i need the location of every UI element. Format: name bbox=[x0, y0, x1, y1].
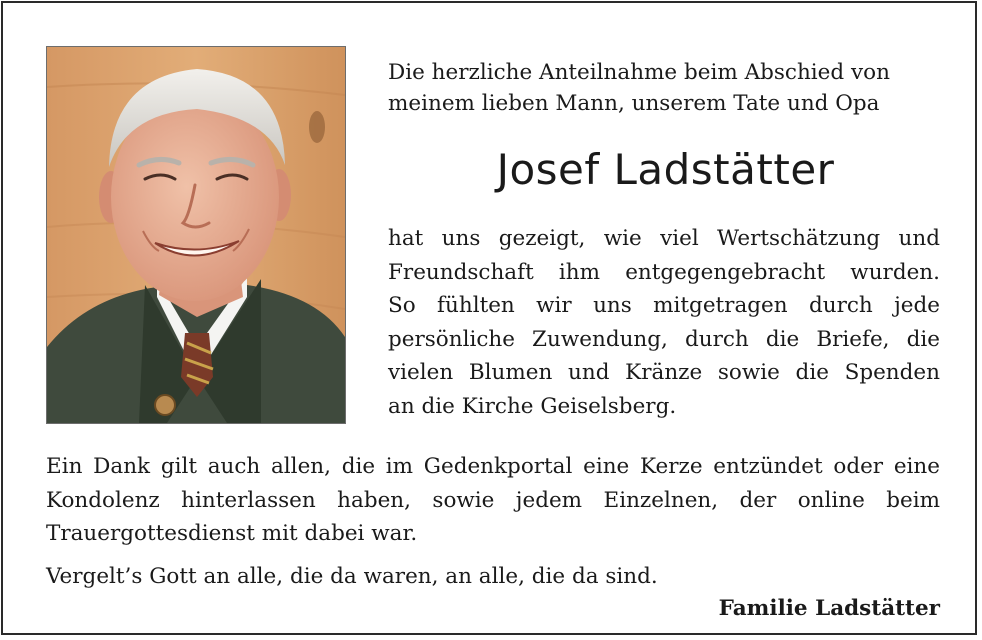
portrait-photo bbox=[46, 46, 346, 424]
intro-text bbox=[388, 57, 943, 119]
portrait-illustration bbox=[47, 47, 345, 423]
body-line: persönliche Zuwendung, durch die Briefe, die bbox=[388, 326, 940, 352]
thanks-line: Ein Dank gilt auch allen, die im Gedenkportal eine Kerze entzündet oder eine bbox=[46, 454, 940, 479]
thanks-line: Kondolenz hinterlassen haben, sowie jedem Einzelnen, der online beim bbox=[46, 487, 940, 513]
deceased-name: Josef Ladstätter bbox=[496, 145, 835, 194]
intro-line: meinem lieben Mann, unserem Tate und Opa bbox=[388, 91, 880, 116]
body-line: So fühlten wir uns mitgetragen durch jede bbox=[388, 293, 940, 318]
family-signature: Familie Ladstätter bbox=[718, 596, 940, 621]
thanks-line: Trauergottesdienst mit dabei war. bbox=[46, 521, 418, 546]
body-line: hat uns gezeigt, wie viel Wertschätzung und bbox=[388, 226, 940, 251]
body-line: Freundschaft ihm entgegengebracht wurden. bbox=[388, 259, 940, 285]
closing-line: Vergelt’s Gott an alle, die da waren, an alle, die da sind. bbox=[46, 564, 658, 589]
jacket-button bbox=[155, 395, 175, 415]
body-line: an die Kirche Geiselsberg. bbox=[388, 393, 677, 419]
body-text bbox=[388, 222, 940, 423]
body-line: vielen Blumen und Kränze sowie die Spenden bbox=[388, 360, 940, 385]
intro-line: Die herzliche Anteilnahme beim Abschied von bbox=[388, 60, 890, 85]
thanks-paragraph bbox=[46, 450, 940, 551]
